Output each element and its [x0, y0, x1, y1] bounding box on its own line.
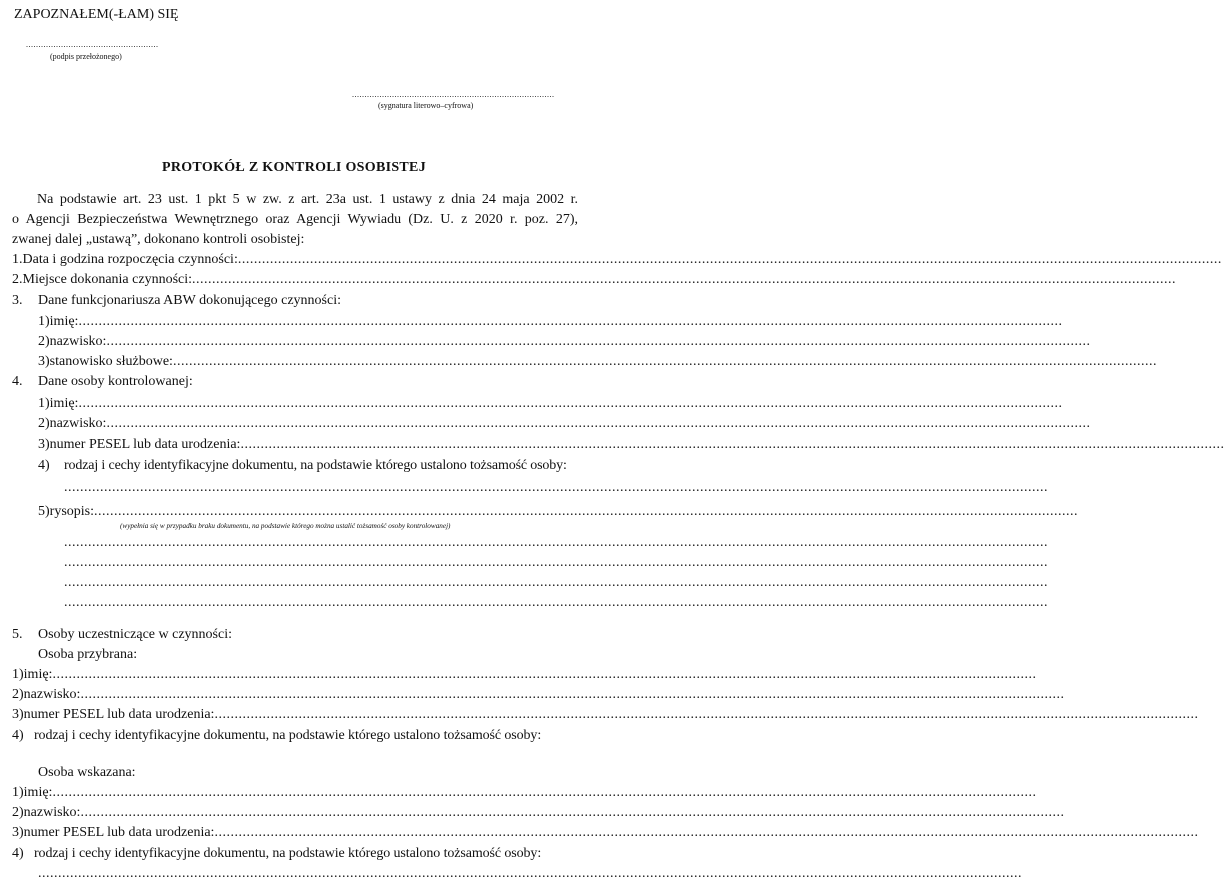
section-officer-data: [12, 292, 578, 310]
field-indicated-first-name[interactable]: [12, 784, 1037, 802]
item-number: 5): [38, 504, 50, 519]
fill-line[interactable]: ......................................................................................................................................................................................................................................................: [78, 314, 1063, 329]
field-chosen-first-name[interactable]: [12, 666, 1037, 684]
item-number: 2): [12, 805, 24, 820]
intro-line-2: o Agencji Bezpieczeństwa Wewnętrznego oraz Agencji Wywiadu (Dz. U. z 2020 r. poz. 27),: [12, 212, 578, 227]
item-number: 2): [12, 687, 24, 702]
person-document-line[interactable]: [64, 479, 1048, 497]
section-number: 3.: [12, 293, 23, 308]
item-number: 3): [12, 707, 24, 722]
item-number: 1): [12, 785, 24, 800]
fill-line[interactable]: ......................................................................................................................................................................................................................................................: [64, 555, 1048, 570]
field-person-document: [38, 457, 578, 475]
field-chosen-pesel[interactable]: [12, 706, 1199, 724]
field-label: nazwisko:: [23, 687, 81, 702]
description-note: (wypełnia się w przypadku braku dokumentu, na podstawie którego można ustalić tożsamość osoby kontrolowanej): [120, 522, 451, 530]
item-number: 2): [38, 334, 50, 349]
field-person-first-name[interactable]: [38, 395, 1063, 413]
field-indicated-last-name[interactable]: [12, 804, 1065, 822]
section-number: 1.: [12, 252, 23, 267]
fill-line[interactable]: ......................................................................................................................................................................................................................................................: [64, 595, 1048, 610]
field-label: rodzaj i cechy identyfikacyjne dokumentu, na podstawie którego ustalono tożsamość osoby:: [34, 846, 542, 861]
field-label: Miejsce dokonania czynności:: [22, 272, 193, 287]
fill-line[interactable]: ......................................................................................................................................................................................................................................................: [64, 480, 1048, 495]
fill-line[interactable]: ......................................................................................................................................................................................................................................................: [106, 334, 1091, 349]
section-number: 5.: [12, 627, 23, 642]
fill-line[interactable]: ......................................................................................................................................................................................................................................................: [80, 687, 1065, 702]
item-number: 1): [38, 396, 50, 411]
document-title: PROTOKÓŁ Z KONTROLI OSOBISTEJ: [161, 160, 426, 175]
section-label: Osoby uczestniczące w czynności:: [38, 627, 232, 642]
fill-line[interactable]: ......................................................................................................................................................................................................................................................: [214, 825, 1199, 840]
description-line-1[interactable]: [64, 534, 1048, 552]
field-label: nazwisko:: [23, 805, 81, 820]
fill-line[interactable]: ......................................................................................................................................................................................................................................................: [80, 805, 1065, 820]
reference-signature-caption: (sygnatura literowo–cyfrowa): [378, 101, 474, 110]
fill-line[interactable]: ......................................................................................................................................................................................................................................................: [237, 252, 1222, 267]
item-number: 4): [12, 728, 24, 743]
reference-signature-line[interactable]: .................................................................................: [352, 90, 555, 99]
supervisor-signature-line[interactable]: .....................................................: [26, 40, 159, 49]
item-number: 2): [38, 416, 50, 431]
field-label: numer PESEL lub data urodzenia:: [23, 707, 215, 722]
intro-line-1: Na podstawie art. 23 ust. 1 pkt 5 w zw. z art. 23a ust. 1 ustawy z dnia 24 maja 2002 r.: [37, 192, 578, 207]
section-label: Dane osoby kontrolowanej:: [38, 374, 193, 389]
field-label: Data i godzina rozpoczęcia czynności:: [22, 252, 238, 267]
field-label: rysopis:: [49, 504, 95, 519]
field-chosen-document[interactable]: [12, 727, 578, 745]
fill-line[interactable]: ......................................................................................................................................................................................................................................................: [192, 272, 1177, 287]
field-officer-first-name[interactable]: [38, 313, 1063, 331]
fill-line[interactable]: ......................................................................................................................................................................................................................................................: [106, 416, 1091, 431]
field-indicated-pesel[interactable]: [12, 824, 1199, 842]
item-number: 1): [38, 314, 50, 329]
field-location[interactable]: [12, 271, 1177, 289]
field-label: stanowisko służbowe:: [49, 354, 173, 369]
item-number: 4): [12, 846, 24, 861]
field-start-datetime[interactable]: [12, 251, 1222, 269]
description-line-3[interactable]: [64, 574, 1048, 592]
fill-line[interactable]: ......................................................................................................................................................................................................................................................: [240, 437, 1224, 452]
fill-line[interactable]: ......................................................................................................................................................................................................................................................: [214, 707, 1199, 722]
field-label: imię:: [23, 785, 53, 800]
description-line-4[interactable]: [64, 594, 1048, 612]
section-label: Dane funkcjonariusza ABW dokonującego czynności:: [38, 293, 341, 308]
fill-line[interactable]: ......................................................................................................................................................................................................................................................: [94, 504, 1079, 519]
item-number: 1): [12, 667, 24, 682]
section-number: 4.: [12, 374, 23, 389]
section-participants: [12, 626, 578, 644]
field-label: nazwisko:: [49, 334, 107, 349]
field-label: rodzaj i cechy identyfikacyjne dokumentu, na podstawie którego ustalono tożsamość osoby:: [34, 728, 542, 743]
fill-line[interactable]: ......................................................................................................................................................................................................................................................: [64, 575, 1048, 590]
field-label: numer PESEL lub data urodzenia:: [23, 825, 215, 840]
field-label: nazwisko:: [49, 416, 107, 431]
fill-line[interactable]: ......................................................................................................................................................................................................................................................: [52, 785, 1037, 800]
fill-line[interactable]: ......................................................................................................................................................................................................................................................: [52, 667, 1037, 682]
field-officer-position[interactable]: [38, 353, 1157, 371]
indicated-person-heading: Osoba wskazana:: [38, 765, 136, 780]
item-number: 4): [38, 458, 50, 473]
fill-line[interactable]: ......................................................................................................................................................................................................................................................: [172, 354, 1157, 369]
fill-line[interactable]: ......................................................................................................................................................................................................................................................: [64, 535, 1048, 550]
field-label: imię:: [49, 396, 79, 411]
supervisor-signature-caption: (podpis przełożonego): [50, 52, 122, 61]
field-chosen-last-name[interactable]: [12, 686, 1065, 704]
field-indicated-document[interactable]: [12, 845, 578, 863]
item-number: 3): [12, 825, 24, 840]
chosen-person-heading: Osoba przybrana:: [38, 647, 138, 662]
field-label: imię:: [23, 667, 53, 682]
item-number: 3): [38, 437, 50, 452]
field-label: rodzaj i cechy identyfikacyjne dokumentu, na podstawie którego ustalono tożsamość osoby:: [64, 458, 567, 473]
fill-line[interactable]: ......................................................................................................................................................................................................................................................: [38, 866, 1022, 881]
section-controlled-person: [12, 373, 578, 391]
section-number: 2.: [12, 272, 23, 287]
item-number: 3): [38, 354, 50, 369]
indicated-document-line[interactable]: [38, 865, 1022, 883]
field-label: imię:: [49, 314, 79, 329]
field-officer-last-name[interactable]: [38, 333, 1091, 351]
intro-line-3: zwanej dalej „ustawą”, dokonano kontroli osobistej:: [12, 232, 305, 247]
field-person-description[interactable]: [38, 503, 1079, 521]
field-label: numer PESEL lub data urodzenia:: [49, 437, 241, 452]
description-line-2[interactable]: [64, 554, 1048, 572]
fill-line[interactable]: ......................................................................................................................................................................................................................................................: [78, 396, 1063, 411]
field-person-pesel[interactable]: [38, 436, 1224, 454]
acknowledgement-heading: ZAPOZNAŁEM(-ŁAM) SIĘ: [14, 7, 179, 22]
field-person-last-name[interactable]: [38, 415, 1091, 433]
